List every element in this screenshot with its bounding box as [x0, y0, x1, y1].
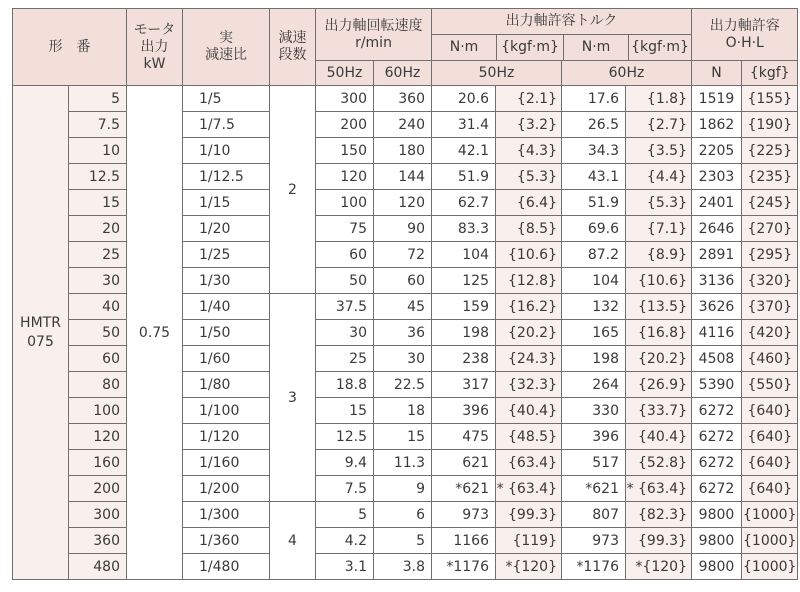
- ohl-n: 2205: [692, 138, 742, 164]
- torque-50hz-nm: 475: [432, 424, 496, 450]
- torque-50hz-kgfm: {40.4}: [496, 398, 562, 424]
- torque-50hz-nm: *621: [432, 476, 496, 502]
- ohl-kgf: {320}: [742, 268, 798, 294]
- torque-60hz-kgfm: {52.8}: [626, 450, 692, 476]
- speed-60hz: 60: [374, 268, 432, 294]
- torque-50hz-nm: 20.6: [432, 86, 496, 112]
- torque-60hz-nm: 330: [562, 398, 626, 424]
- torque-60hz-kgfm: {4.4}: [626, 164, 692, 190]
- actual-ratio: 1/60: [183, 346, 270, 372]
- ohl-kgf: {640}: [742, 398, 798, 424]
- torque-50hz-kgfm: {119}: [496, 528, 562, 554]
- ohl-n: 6272: [692, 450, 742, 476]
- torque-60hz-kgfm: {26.9}: [626, 372, 692, 398]
- ohl-n: 1862: [692, 112, 742, 138]
- header-output-speed: 出力軸回転速度 r/min: [316, 9, 432, 61]
- nominal-ratio: 360: [69, 528, 127, 554]
- torque-50hz-nm: 317: [432, 372, 496, 398]
- ohl-kgf: {1000}: [742, 528, 798, 554]
- actual-ratio: 1/160: [183, 450, 270, 476]
- ohl-kgf: {1000}: [742, 502, 798, 528]
- speed-60hz: 180: [374, 138, 432, 164]
- ohl-n: 2891: [692, 242, 742, 268]
- header-motor-output: モータ 出力 kW: [127, 9, 183, 86]
- speed-60hz: 22.5: [374, 372, 432, 398]
- torque-60hz-nm: 34.3: [562, 138, 626, 164]
- speed-50hz: 12.5: [316, 424, 374, 450]
- torque-60hz-kgfm: {99.3}: [626, 528, 692, 554]
- torque-60hz-kgfm: {33.7}: [626, 398, 692, 424]
- speed-50hz: 150: [316, 138, 374, 164]
- header-ohl-n: N: [692, 61, 742, 86]
- speed-60hz: 11.3: [374, 450, 432, 476]
- torque-50hz-kgfm: *{120}: [496, 554, 562, 580]
- actual-ratio: 1/7.5: [183, 112, 270, 138]
- speed-60hz: 9: [374, 476, 432, 502]
- torque-60hz-nm: 264: [562, 372, 626, 398]
- torque-50hz-kgfm: {24.3}: [496, 346, 562, 372]
- header-ohl: 出力軸許容 O·H·L: [692, 9, 798, 61]
- unit-kgfm-50: {kgf·m}: [497, 35, 564, 60]
- spec-table: [12, 8, 798, 580]
- speed-50hz: 100: [316, 190, 374, 216]
- torque-50hz-kgfm: {6.4}: [496, 190, 562, 216]
- speed-50hz: 18.8: [316, 372, 374, 398]
- actual-ratio: 1/480: [183, 554, 270, 580]
- ohl-kgf: {640}: [742, 476, 798, 502]
- ohl-kgf: {295}: [742, 242, 798, 268]
- unit-nm-60: N·m: [564, 35, 629, 60]
- speed-60hz: 6: [374, 502, 432, 528]
- torque-60hz-nm: 807: [562, 502, 626, 528]
- ohl-kgf: {1000}: [742, 554, 798, 580]
- torque-60hz-nm: 69.6: [562, 216, 626, 242]
- speed-60hz: 18: [374, 398, 432, 424]
- speed-60hz: 144: [374, 164, 432, 190]
- ohl-kgf: {270}: [742, 216, 798, 242]
- speed-60hz: 240: [374, 112, 432, 138]
- torque-50hz-nm: 51.9: [432, 164, 496, 190]
- nominal-ratio: 300: [69, 502, 127, 528]
- ohl-kgf: {640}: [742, 424, 798, 450]
- actual-ratio: 1/80: [183, 372, 270, 398]
- torque-60hz-kgfm: * {63.4}: [626, 476, 692, 502]
- nominal-ratio: 15: [69, 190, 127, 216]
- actual-ratio: 1/100: [183, 398, 270, 424]
- speed-60hz: 3.8: [374, 554, 432, 580]
- torque-60hz-kgfm: {20.2}: [626, 346, 692, 372]
- actual-ratio: 1/50: [183, 320, 270, 346]
- ohl-n: 5390: [692, 372, 742, 398]
- speed-50hz: 120: [316, 164, 374, 190]
- torque-60hz-kgfm: {5.3}: [626, 190, 692, 216]
- torque-50hz-nm: 159: [432, 294, 496, 320]
- torque-60hz-nm: 396: [562, 424, 626, 450]
- ohl-n: 9800: [692, 528, 742, 554]
- torque-60hz-kgfm: {3.5}: [626, 138, 692, 164]
- torque-50hz-kgfm: {3.2}: [496, 112, 562, 138]
- speed-60hz: 72: [374, 242, 432, 268]
- speed-50hz: 300: [316, 86, 374, 112]
- torque-60hz-nm: 43.1: [562, 164, 626, 190]
- torque-60hz-nm: *621: [562, 476, 626, 502]
- torque-50hz-nm: 396: [432, 398, 496, 424]
- stage-count: 4: [270, 502, 316, 580]
- table-body: [13, 86, 798, 580]
- torque-50hz-nm: 42.1: [432, 138, 496, 164]
- nominal-ratio: 60: [69, 346, 127, 372]
- actual-ratio: 1/120: [183, 424, 270, 450]
- torque-60hz-kgfm: {82.3}: [626, 502, 692, 528]
- ohl-kgf: {460}: [742, 346, 798, 372]
- torque-50hz-nm: 1166: [432, 528, 496, 554]
- ohl-kgf: {640}: [742, 450, 798, 476]
- unit-kgfm-60: {kgf·m}: [631, 39, 689, 55]
- ohl-kgf: {225}: [742, 138, 798, 164]
- actual-ratio: 1/360: [183, 528, 270, 554]
- torque-60hz-kgfm: {13.5}: [626, 294, 692, 320]
- ohl-kgf: {190}: [742, 112, 798, 138]
- speed-50hz: 200: [316, 112, 374, 138]
- torque-60hz-nm: 517: [562, 450, 626, 476]
- speed-60hz: 45: [374, 294, 432, 320]
- torque-50hz-nm: 973: [432, 502, 496, 528]
- torque-60hz-nm: 198: [562, 346, 626, 372]
- speed-50hz: 75: [316, 216, 374, 242]
- ohl-kgf: {235}: [742, 164, 798, 190]
- header-allowable-torque: 出力軸許容トルク N·m {kgf·m} N·m {kgf·m}: [432, 9, 692, 61]
- ohl-kgf: {550}: [742, 372, 798, 398]
- speed-60hz: 36: [374, 320, 432, 346]
- ohl-n: 4508: [692, 346, 742, 372]
- torque-50hz-kgfm: {48.5}: [496, 424, 562, 450]
- ohl-kgf: {155}: [742, 86, 798, 112]
- torque-50hz-nm: 83.3: [432, 216, 496, 242]
- torque-60hz-kgfm: {10.6}: [626, 268, 692, 294]
- nominal-ratio: 480: [69, 554, 127, 580]
- ohl-kgf: {370}: [742, 294, 798, 320]
- torque-60hz-nm: 165: [562, 320, 626, 346]
- torque-50hz-nm: 198: [432, 320, 496, 346]
- nominal-ratio: 40: [69, 294, 127, 320]
- torque-60hz-nm: 973: [562, 528, 626, 554]
- ohl-n: 6272: [692, 476, 742, 502]
- torque-60hz-kgfm: {2.7}: [626, 112, 692, 138]
- ohl-n: 2401: [692, 190, 742, 216]
- speed-50hz: 7.5: [316, 476, 374, 502]
- speed-50hz: 15: [316, 398, 374, 424]
- torque-60hz-nm: *1176: [562, 554, 626, 580]
- speed-60hz: 5: [374, 528, 432, 554]
- actual-ratio: 1/30: [183, 268, 270, 294]
- torque-50hz-kgfm: {10.6}: [496, 242, 562, 268]
- nominal-ratio: 200: [69, 476, 127, 502]
- nominal-ratio: 100: [69, 398, 127, 424]
- torque-50hz-kgfm: {99.3}: [496, 502, 562, 528]
- speed-60hz: 90: [374, 216, 432, 242]
- torque-60hz-nm: 132: [562, 294, 626, 320]
- speed-50hz: 37.5: [316, 294, 374, 320]
- torque-60hz-nm: 51.9: [562, 190, 626, 216]
- ohl-kgf: {420}: [742, 320, 798, 346]
- header-actual-ratio: 実 減速比: [183, 9, 270, 86]
- torque-50hz-kgfm: {2.1}: [496, 86, 562, 112]
- torque-60hz-nm: 26.5: [562, 112, 626, 138]
- stage-count: 2: [270, 86, 316, 294]
- torque-50hz-nm: 621: [432, 450, 496, 476]
- speed-50hz: 30: [316, 320, 374, 346]
- actual-ratio: 1/40: [183, 294, 270, 320]
- table-row: [13, 86, 798, 112]
- speed-50hz: 9.4: [316, 450, 374, 476]
- ohl-n: 3626: [692, 294, 742, 320]
- torque-50hz-nm: 31.4: [432, 112, 496, 138]
- actual-ratio: 1/10: [183, 138, 270, 164]
- actual-ratio: 1/15: [183, 190, 270, 216]
- ohl-n: 9800: [692, 502, 742, 528]
- speed-50hz: 4.2: [316, 528, 374, 554]
- speed-60hz: 120: [374, 190, 432, 216]
- ohl-n: 1519: [692, 86, 742, 112]
- torque-60hz-kgfm: {1.8}: [626, 86, 692, 112]
- nominal-ratio: 160: [69, 450, 127, 476]
- actual-ratio: 1/12.5: [183, 164, 270, 190]
- ohl-n: 9800: [692, 554, 742, 580]
- header-torque-60hz: 60Hz: [562, 61, 692, 86]
- nominal-ratio: 30: [69, 268, 127, 294]
- speed-60hz: 360: [374, 86, 432, 112]
- ohl-kgf: {245}: [742, 190, 798, 216]
- torque-60hz-kgfm: {40.4}: [626, 424, 692, 450]
- torque-50hz-nm: 104: [432, 242, 496, 268]
- speed-50hz: 5: [316, 502, 374, 528]
- nominal-ratio: 50: [69, 320, 127, 346]
- speed-50hz: 3.1: [316, 554, 374, 580]
- nominal-ratio: 25: [69, 242, 127, 268]
- nominal-ratio: 7.5: [69, 112, 127, 138]
- torque-50hz-nm: 125: [432, 268, 496, 294]
- ohl-n: 4116: [692, 320, 742, 346]
- torque-60hz-kgfm: *{120}: [626, 554, 692, 580]
- torque-50hz-kgfm: {5.3}: [496, 164, 562, 190]
- speed-60hz: 15: [374, 424, 432, 450]
- header-stages: 減速 段数: [270, 9, 316, 86]
- speed-50hz: 60: [316, 242, 374, 268]
- torque-60hz-kgfm: {16.8}: [626, 320, 692, 346]
- torque-50hz-nm: 238: [432, 346, 496, 372]
- ohl-n: 2303: [692, 164, 742, 190]
- torque-50hz-kgfm: {12.8}: [496, 268, 562, 294]
- torque-50hz-kgfm: {8.5}: [496, 216, 562, 242]
- torque-60hz-nm: 87.2: [562, 242, 626, 268]
- nominal-ratio: 12.5: [69, 164, 127, 190]
- actual-ratio: 1/200: [183, 476, 270, 502]
- nominal-ratio: 5: [69, 86, 127, 112]
- header-torque-50hz: 50Hz: [432, 61, 562, 86]
- nominal-ratio: 10: [69, 138, 127, 164]
- stage-count: 3: [270, 294, 316, 502]
- nominal-ratio: 80: [69, 372, 127, 398]
- header-speed-60hz: 60Hz: [374, 61, 432, 86]
- torque-50hz-kgfm: {32.3}: [496, 372, 562, 398]
- torque-60hz-kgfm: {8.9}: [626, 242, 692, 268]
- torque-50hz-kgfm: * {63.4}: [496, 476, 562, 502]
- speed-50hz: 50: [316, 268, 374, 294]
- ohl-n: 6272: [692, 398, 742, 424]
- model-name: HMTR 075: [13, 86, 69, 580]
- header-speed-50hz: 50Hz: [316, 61, 374, 86]
- header-model: 形 番: [13, 9, 127, 86]
- speed-60hz: 30: [374, 346, 432, 372]
- torque-50hz-kgfm: {20.2}: [496, 320, 562, 346]
- nominal-ratio: 20: [69, 216, 127, 242]
- actual-ratio: 1/300: [183, 502, 270, 528]
- actual-ratio: 1/20: [183, 216, 270, 242]
- motor-kw: 0.75: [127, 86, 183, 580]
- torque-50hz-kgfm: {63.4}: [496, 450, 562, 476]
- ohl-n: 3136: [692, 268, 742, 294]
- torque-50hz-nm: 62.7: [432, 190, 496, 216]
- ohl-n: 2646: [692, 216, 742, 242]
- torque-60hz-nm: 17.6: [562, 86, 626, 112]
- ohl-n: 6272: [692, 424, 742, 450]
- torque-60hz-nm: 104: [562, 268, 626, 294]
- torque-50hz-kgfm: {4.3}: [496, 138, 562, 164]
- unit-nm-50: N·m: [432, 35, 497, 60]
- torque-60hz-kgfm: {7.1}: [626, 216, 692, 242]
- speed-50hz: 25: [316, 346, 374, 372]
- actual-ratio: 1/25: [183, 242, 270, 268]
- header-ohl-kgf: {kgf}: [742, 61, 798, 86]
- torque-50hz-kgfm: {16.2}: [496, 294, 562, 320]
- nominal-ratio: 120: [69, 424, 127, 450]
- actual-ratio: 1/5: [183, 86, 270, 112]
- torque-50hz-nm: *1176: [432, 554, 496, 580]
